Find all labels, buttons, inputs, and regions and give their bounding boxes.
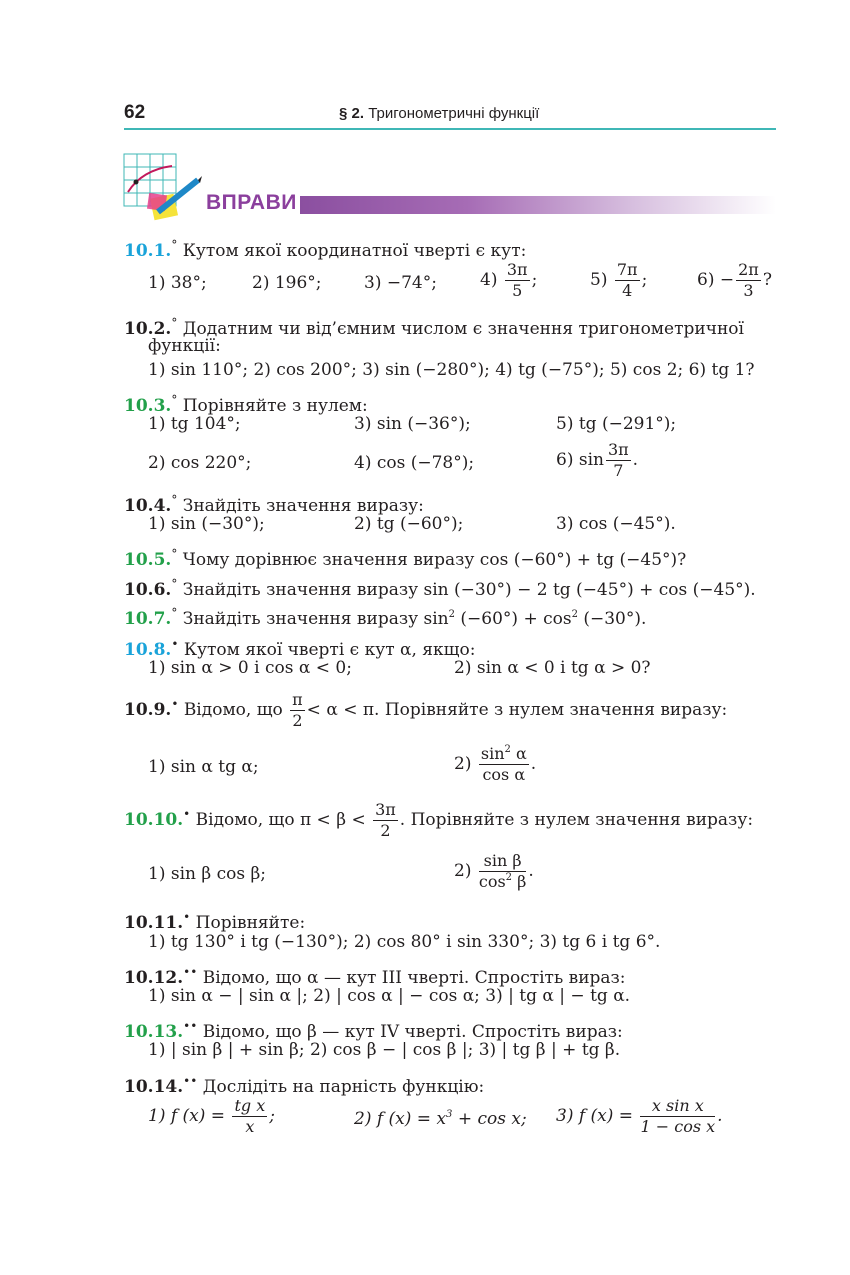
punct: . (530, 754, 537, 774)
exercise-text: Кутом якої координатної чверті є кут: (182, 241, 527, 261)
exercises-title: ВПРАВИ (206, 191, 297, 214)
denominator: 1 − cos x (640, 1117, 716, 1136)
option-label: 2) (454, 861, 472, 881)
option: 2) sin α < 0 і tg α > 0? (454, 658, 651, 678)
exercise-text-cont: функції: (148, 336, 221, 356)
fraction (479, 851, 527, 892)
exercise-number: 10.6. (124, 580, 172, 600)
exercise-number: 10.7. (124, 609, 172, 629)
punct: . (632, 450, 639, 470)
denominator (479, 872, 527, 892)
fraction (232, 1096, 267, 1137)
options-line: 1) tg 130° і tg (−130°); 2) cos 80° і sin 330°; 3) tg 6 і tg 6°. (148, 932, 661, 952)
exercise-number: 10.4. (124, 496, 172, 516)
exercise-number: 10.12. (124, 968, 184, 988)
option-label: 6) sin (556, 450, 604, 470)
exercise-text: Відомо, що β — кут IV чверті. Спростіть вираз: (202, 1022, 623, 1042)
exercise-text: Відомо, що (183, 700, 283, 720)
denominator-text: cos (478, 872, 506, 891)
difficulty-mark: ° (171, 547, 178, 561)
exercise-10-9 (124, 690, 727, 731)
option-label: 4) (480, 270, 498, 290)
punct: ; (269, 1106, 275, 1126)
exercise-number: 10.10. (124, 810, 184, 830)
exercise-text: . Порівняйте з нулем значення виразу: (399, 810, 754, 830)
exercise-number: 10.2. (124, 319, 172, 339)
banner-gradient-bar (300, 196, 776, 214)
punct: ? (762, 270, 772, 290)
exercise-10-5 (124, 543, 686, 571)
exercise-10-1 (124, 234, 526, 262)
numerator: 2π (738, 260, 759, 279)
option: 1) sin (−30°); (148, 514, 265, 534)
fraction (373, 800, 398, 841)
exponent: 2 (505, 872, 513, 883)
numerator (479, 744, 529, 765)
section-title: Тригонометричні функції (368, 105, 540, 122)
numerator: 3π (607, 440, 629, 459)
section-mark: § 2. (339, 105, 365, 122)
exercise-text: Чому дорівнює значення виразу cos (−60°) + tg (−45°)? (182, 550, 687, 570)
difficulty-mark: ° (171, 577, 178, 591)
exercise-10-7 (124, 602, 646, 630)
option: 2) 196°; (252, 273, 322, 293)
option-label: 2) (454, 754, 472, 774)
option-label: 5) (590, 270, 608, 290)
options-line: 1) sin α − | sin α |; 2) | cos α | − cos α; 3) | tg α | − tg α. (148, 986, 631, 1006)
numerator-text: α (510, 744, 527, 763)
difficulty-mark: •• (183, 1019, 198, 1033)
exercise-number: 10.3. (124, 396, 172, 416)
options-line: 1) sin 110°; 2) cos 200°; 3) sin (−280°); 4) tg (−75°); 5) cos 2; 6) tg 1? (148, 360, 755, 380)
exercise-text: Відомо, що α — кут III чверті. Спростіть вираз: (202, 968, 626, 988)
option-fraction (480, 260, 537, 301)
denominator: 5 (512, 281, 523, 300)
page-number: 62 (124, 102, 146, 123)
punct: . (528, 861, 534, 881)
exercise-number: 10.9. (124, 700, 172, 720)
exercise-number: 10.11. (124, 913, 184, 933)
option-fraction (590, 260, 647, 301)
exponent: 2 (571, 609, 578, 620)
exercise-text: (−60°) + cos (455, 609, 572, 629)
difficulty-mark: • (183, 910, 191, 924)
exercise-text: < α < π. Порівняйте з нулем значення виразу: (306, 700, 728, 720)
denominator: 2 (380, 821, 391, 840)
exercise-text: Додатним чи від’ємним числом є значення тригонометричної (182, 319, 744, 339)
numerator: 7π (616, 260, 638, 279)
option: 1) tg 104°; (148, 414, 241, 434)
exercise-number: 10.13. (124, 1022, 184, 1042)
option-fraction (148, 1096, 275, 1137)
difficulty-mark: ° (171, 393, 178, 407)
fraction (606, 440, 631, 481)
difficulty-mark: •• (183, 965, 198, 979)
exercise-10-14 (124, 1070, 484, 1098)
exponent: 2 (448, 609, 455, 620)
option-text: 2) f (x) = x (354, 1109, 447, 1129)
exercise-number: 10.5. (124, 550, 172, 570)
header-rule (124, 128, 776, 130)
option-fraction (556, 1096, 723, 1137)
option: 1) sin α > 0 і cos α < 0; (148, 658, 352, 678)
exercise-text: Порівняйте з нулем: (182, 396, 368, 416)
numerator: sin β (479, 851, 527, 872)
option: 5) tg (−291°); (556, 414, 677, 434)
option: 4) cos (−78°); (354, 453, 475, 473)
numerator: π (292, 690, 303, 709)
option: 1) sin β cos β; (148, 864, 267, 884)
fraction (640, 1096, 715, 1137)
exercise-10-10 (124, 800, 753, 841)
difficulty-mark: ° (171, 238, 178, 252)
option-fraction (454, 744, 536, 785)
denominator: 7 (613, 461, 624, 480)
exercise-number: 10.14. (124, 1077, 184, 1097)
exercises-icon (122, 152, 204, 222)
numerator: x sin x (640, 1096, 715, 1117)
numerator: 3π (506, 260, 528, 279)
option-label: 1) f (x) = (148, 1106, 226, 1126)
exercise-text: Знайдіть значення виразу sin (−30°) − 2 tg (−45°) + cos (−45°). (182, 580, 756, 600)
exercise-text: Знайдіть значення виразу sin (182, 609, 449, 629)
difficulty-mark: •• (183, 1074, 198, 1088)
difficulty-mark: • (171, 697, 179, 711)
difficulty-mark: ° (171, 316, 178, 330)
numerator: tg x (234, 1096, 266, 1115)
option-text: + cos x; (452, 1109, 527, 1129)
option: 2) cos 220°; (148, 453, 252, 473)
exercise-text: (−30°). (577, 609, 647, 629)
exponent: 2 (504, 744, 511, 755)
denominator: x (245, 1117, 255, 1136)
difficulty-mark: • (183, 807, 191, 821)
exercise-text: Порівняйте: (195, 913, 306, 933)
option: 3) −74°; (364, 273, 437, 293)
option: 1) sin α tg α; (148, 757, 259, 777)
punct: ; (641, 270, 648, 290)
exercise-number: 10.1. (124, 241, 172, 261)
punct: . (717, 1106, 723, 1126)
option-label: 3) f (x) = (556, 1106, 634, 1126)
fraction (479, 744, 529, 785)
option-fraction (454, 851, 534, 892)
numerator-text: sin (480, 744, 505, 763)
exercise-number: 10.8. (124, 640, 172, 660)
exponent: 3 (446, 1109, 453, 1120)
exercise-10-11 (124, 906, 305, 934)
numerator: 3π (375, 800, 396, 819)
exercise-10-6 (124, 573, 756, 601)
fraction (615, 260, 640, 301)
exercise-text: Дослідіть на парність функцію: (202, 1077, 485, 1097)
punct: ; (531, 270, 538, 290)
exercise-text: Відомо, що π < β < (195, 810, 366, 830)
denominator: cos α (482, 765, 526, 784)
fraction (290, 690, 305, 731)
option: 1) 38°; (148, 273, 207, 293)
option-fraction (697, 260, 772, 301)
option-label: 6) − (697, 270, 735, 290)
option: 3) sin (−36°); (354, 414, 471, 434)
fraction (505, 260, 530, 301)
denominator: 4 (622, 281, 633, 300)
fraction (736, 260, 761, 301)
denominator: 3 (743, 281, 754, 300)
options-line: 1) | sin β | + sin β; 2) cos β − | cos β |; 3) | tg β | + tg β. (148, 1040, 621, 1060)
denominator: 2 (292, 711, 303, 730)
option: 3) cos (−45°). (556, 514, 676, 534)
exercise-text: Кутом якої чверті є кут α, якщо: (183, 640, 476, 660)
denominator-text: β (512, 872, 527, 891)
running-header (339, 105, 539, 122)
difficulty-mark: ° (171, 493, 178, 507)
option-fraction (556, 440, 638, 481)
difficulty-mark: • (171, 637, 179, 651)
difficulty-mark: ° (171, 606, 178, 620)
option: 2) tg (−60°); (354, 514, 464, 534)
exercise-text: Знайдіть значення виразу: (182, 496, 424, 516)
option (354, 1108, 527, 1130)
